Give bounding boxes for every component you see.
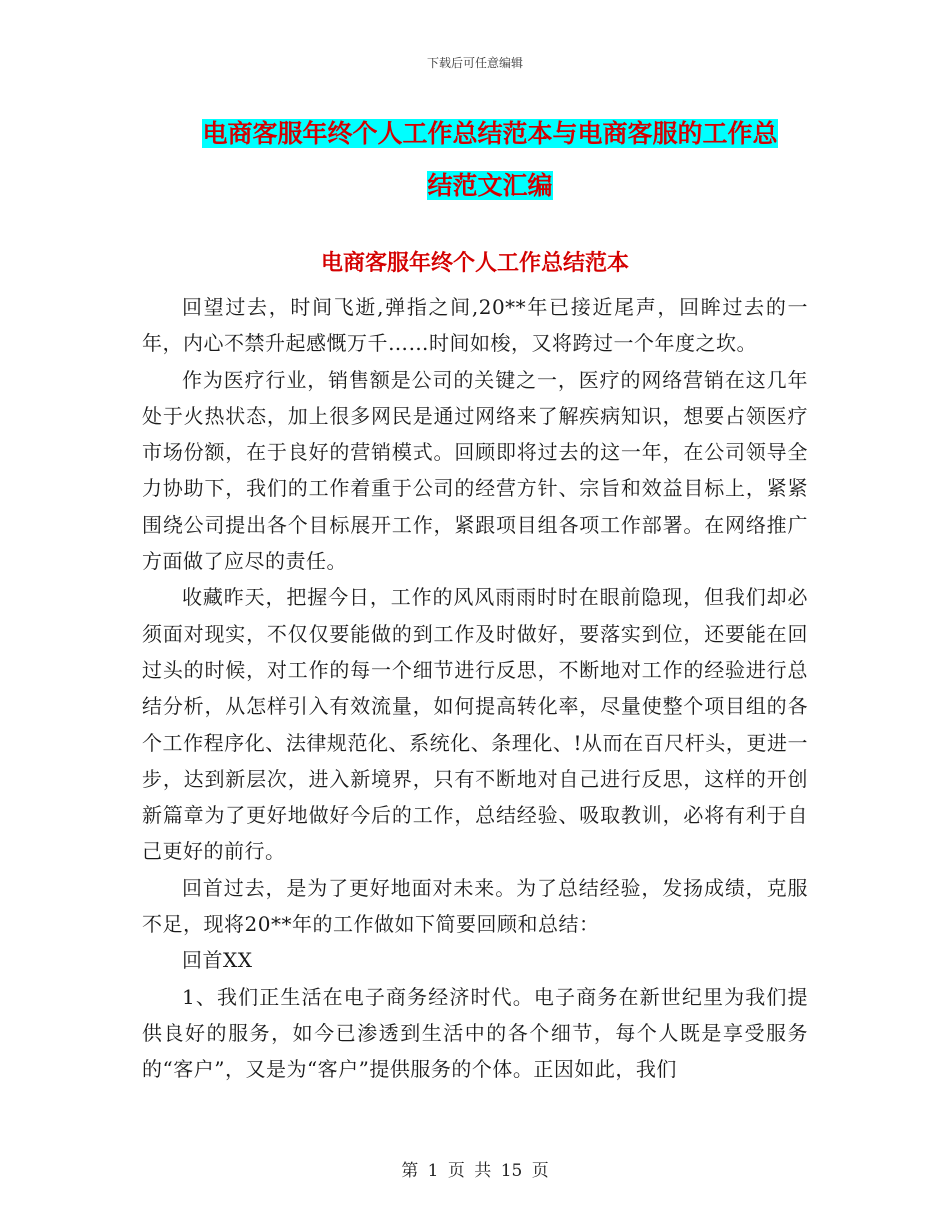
paragraph: 收藏昨天，把握今日，工作的风风雨雨时时在眼前隐现，但我们却必须面对现实，不仅仅要能做的到工作及时做好，要落实到位，还要能在回过头的时候，对工作的每一个细节进行反思，不断地对工作的经验进行总结分析，从怎样引入有效流量，如何提高转化率，尽量使整个项目组的各个工作程序化、法律规范化、系统化、条理化、!从而在百尺杆头，更进一步，达到新层次，进入新境界，只有不断地对自己进行反思，这样的开创新篇章为了更好地做好今后的工作，总结经验、吸取教训，必将有利于自己更好的前行。 — [142, 585, 808, 864]
paragraph: 回望过去，时间飞逝,弹指之间,20**年已接近尾声，回眸过去的一年，内心不禁升起感慨万千……时间如梭，又将跨过一个年度之坎。 — [142, 295, 808, 356]
paragraph: 回首XX — [182, 948, 253, 973]
paragraph: 1、我们正生活在电子商务经济时代。电子商务在新世纪里为我们提供良好的服务，如今已渗透到生活中的各个细节，每个人既是享受服务的“客户”，又是为“客户”提供服务的个体。正因如此，我们 — [142, 984, 808, 1082]
document-title — [140, 108, 840, 212]
page-footer: 第 1 页 共 15 页 — [401, 1161, 549, 1181]
paragraph: 回首过去，是为了更好地面对未来。为了总结经验，发扬成绩，克服不足，现将20**年的工作做如下简要回顾和总结： — [142, 875, 808, 937]
paragraph: 作为医疗行业，销售额是公司的关键之一，医疗的网络营销在这几年处于火热状态，加上很多网民是通过网络来了解疾病知识，想要占领医疗市场份额，在于良好的营销模式。回顾即将过去的这一年，在公司领导全力协助下，我们的工作着重于公司的经营方针、宗旨和效益目标上，紧紧围绕公司提出各个目标展开工作，紧跟项目组各项工作部署。在网络推广方面做了应尽的责任。 — [142, 367, 808, 574]
header-note: 下载后可任意编辑 — [426, 56, 523, 70]
title-line-2: 结范文汇编 — [427, 171, 553, 200]
section-title: 电商客服年终个人工作总结范本 — [320, 250, 629, 276]
title-line-1: 电商客服年终个人工作总结范本与电商客服的工作总 — [202, 119, 778, 148]
body-text — [142, 289, 808, 1088]
